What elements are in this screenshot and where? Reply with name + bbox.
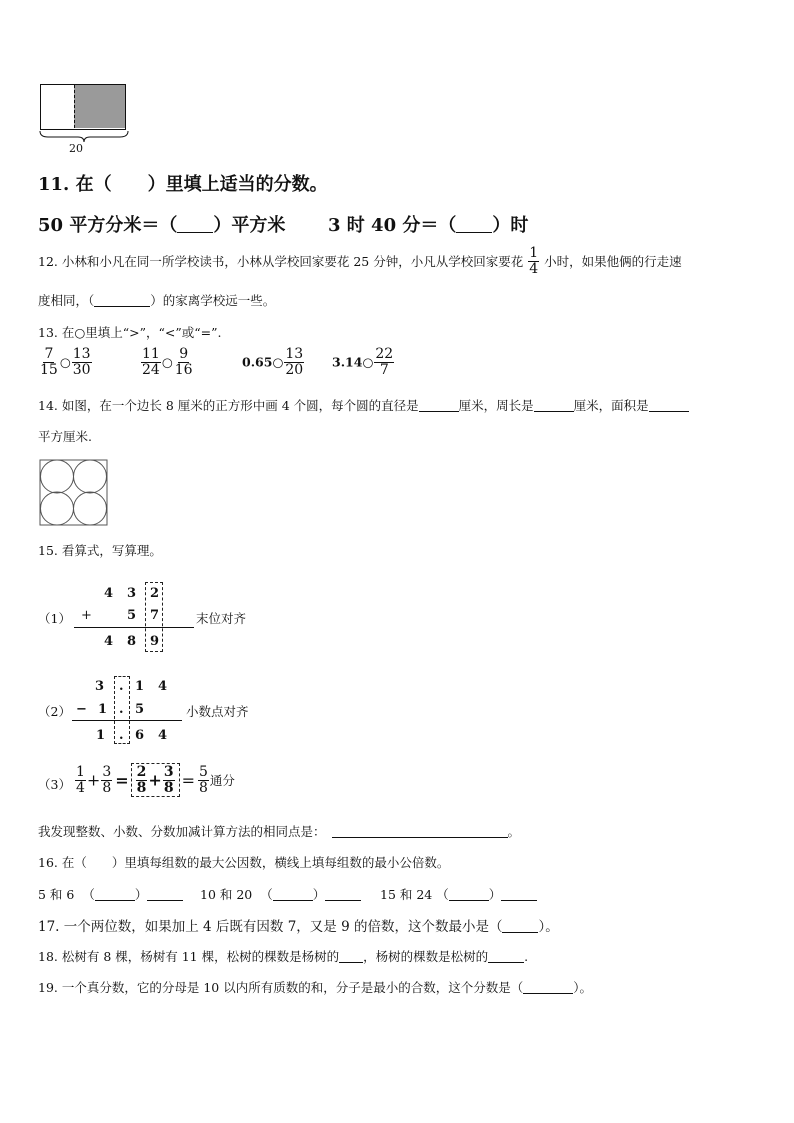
digit: 9 (150, 634, 160, 649)
answer-blank[interactable] (534, 399, 574, 413)
digit: 1 (96, 728, 106, 743)
lcm-blank[interactable] (501, 888, 537, 902)
q16-group-1: 5 和 6 （ ） (38, 885, 183, 903)
digit: 7 (150, 608, 160, 623)
digit: 1 (135, 679, 145, 694)
q16-group-2: 10 和 20 （ ） (200, 885, 361, 903)
digit: 4 (104, 634, 114, 649)
digit: 4 (158, 728, 168, 743)
q15-p1-label: （1） (38, 611, 71, 626)
q15-p2-label: （2） (38, 704, 71, 719)
digit: 3 (127, 586, 137, 601)
q16-group-3: 15 和 24 （ ） (380, 885, 537, 903)
gcd-blank[interactable] (95, 888, 135, 902)
digit: 5 (135, 702, 145, 717)
digit: 1 (98, 702, 108, 717)
digit: 4 (104, 586, 114, 601)
q16-title: 16. 在（ ）里填每组数的最大公因数，横线上填每组数的最小公倍数。 (38, 855, 450, 870)
answer-blank[interactable] (332, 825, 508, 839)
square-circles-figure (39, 459, 109, 527)
q13-item-3: 0.65○ $\frac{13}{20}$ (242, 346, 304, 378)
q17: 17. 一个两位数，如果加上 4 后既有因数 7，又是 9 的倍数，这个数最小是（ ）。 (38, 919, 559, 935)
q15-p2-note: 小数点对齐 (186, 704, 249, 719)
gcd-blank[interactable] (273, 888, 313, 902)
alignment-box (145, 582, 163, 652)
answer-blank[interactable] (649, 399, 689, 413)
q13-item-4: 3.14○ $\frac{22}{7}$ (332, 346, 394, 378)
bar-label: 20 (69, 142, 83, 155)
q12-line2: 度相同，（ ）的家离学校远一些。 (38, 293, 276, 308)
decimal-point: . (119, 679, 124, 694)
answer-blank[interactable] (502, 919, 538, 934)
digit: 5 (127, 608, 137, 623)
q13-title: 13. 在○里填上“>”，“<”或“=”. (38, 325, 222, 340)
decimal-point: . (119, 728, 124, 743)
q11-title: 11. 在（ ）里填上适当的分数。 (38, 174, 328, 195)
answer-blank[interactable] (94, 294, 150, 308)
q15-p1-note: 末位对齐 (196, 611, 247, 626)
q13-item-2: $\frac{11}{24}$ ○ $\frac{9}{16}$ (142, 346, 193, 378)
digit: 8 (127, 634, 137, 649)
answer-blank[interactable] (456, 214, 492, 233)
lcm-blank[interactable] (325, 888, 361, 902)
q14-line1: 14. 如图，在一个边长 8 厘米的正方形中画 4 个圆，每个圆的直径是 厘米，周长是 厘米，面积是 (38, 396, 689, 414)
sum-line (74, 627, 194, 628)
q19: 19. 一个真分数，它的分母是 10 以内所有质数的和，分子是最小的合数，这个分数是（ ）。 (38, 980, 592, 995)
q11-part2: 3 时 40 分＝（ ）时 (328, 215, 529, 236)
lcm-blank[interactable] (147, 888, 183, 902)
q15-p3-label: （3） (38, 777, 71, 792)
digit: 6 (135, 728, 145, 743)
shaded-region (74, 85, 125, 128)
brace-icon (38, 129, 130, 143)
minus-sign: − (76, 702, 87, 717)
q15-summary: 我发现整数、小数、分数加减计算方法的相同点是： 。 (38, 824, 521, 839)
gcd-blank[interactable] (449, 888, 489, 902)
q18: 18. 松树有 8 棵，杨树有 11 棵，松树的棵数是杨树的 ，杨树的棵数是松树的 . (38, 949, 529, 964)
q12-line1: 12. 小林和小凡在同一所学校读书，小林从学校回家要花 25 分钟，小凡从学校回家要花 $\frac{1}{4}$ 小时，如果他俩的行走速 (38, 245, 682, 277)
bar-figure (40, 84, 126, 130)
q15-p3-expression: $\frac{1}{4}$ + $\frac{3}{8}$ = $\frac{2}{8}$ + $\frac{3}{8}$ = $\frac{5}{8}$ 通分 (76, 764, 235, 796)
common-denominator-box: $\frac{2}{8}$ + $\frac{3}{8}$ (131, 763, 180, 797)
answer-blank[interactable] (177, 214, 213, 233)
q13-item-1: $\frac{7}{15}$ ○ $\frac{13}{30}$ (40, 346, 91, 378)
answer-blank[interactable] (339, 950, 363, 964)
decimal-point: . (119, 702, 124, 717)
q14-line2: 平方厘米. (38, 429, 92, 444)
plus-sign: + (81, 608, 92, 623)
alignment-box (114, 676, 130, 744)
digit: 2 (150, 586, 160, 601)
q11-part1: 50 平方分米＝（ ）平方米 (38, 215, 286, 236)
answer-blank[interactable] (488, 950, 524, 964)
answer-blank[interactable] (523, 981, 573, 995)
q15-title: 15. 看算式，写算理。 (38, 543, 162, 558)
digit: 3 (95, 679, 105, 694)
answer-blank[interactable] (419, 399, 459, 413)
digit: 4 (158, 679, 168, 694)
